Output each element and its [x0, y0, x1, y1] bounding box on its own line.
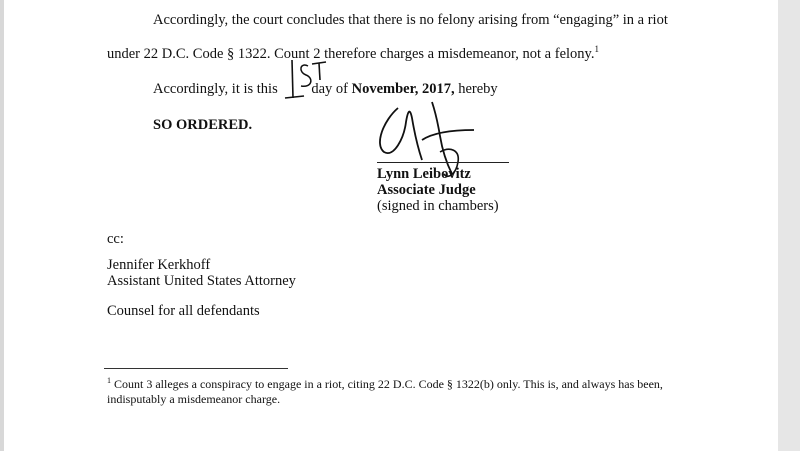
cc-recipient-title: Assistant United States Attorney: [107, 273, 296, 289]
signature-note: (signed in chambers): [377, 198, 499, 214]
footnote-reference: 1: [594, 44, 599, 55]
order-month-year: November, 2017,: [351, 81, 455, 97]
handwritten-day: [282, 58, 334, 102]
paragraph-line-1: Accordingly, the court concludes that there is no felony arising from “engaging” in a riot: [153, 12, 668, 28]
footnote-line-1-text: Count 3 alleges a conspiracy to engage in a riot, citing 22 D.C. Code § 1322(b) only. This is, and always has been,: [114, 377, 663, 391]
cc-label: cc:: [107, 231, 124, 247]
so-ordered: [153, 116, 252, 134]
judge-title-text: Associate Judge: [377, 182, 476, 198]
cc-recipient-name: Jennifer Kerkhoff: [107, 257, 211, 273]
footnote-rule: [104, 368, 288, 369]
right-margin: [778, 0, 800, 451]
paragraph-line-2: [107, 45, 599, 63]
judge-name-text: Lynn Leibovitz: [377, 166, 471, 182]
footnote-line-2: indisputably a misdemeanor charge.: [107, 392, 281, 406]
footnote-marker: 1: [107, 376, 111, 385]
signature-line: [377, 162, 509, 163]
order-day-word: day of: [311, 81, 348, 97]
so-ordered-text: SO ORDERED.: [153, 117, 253, 133]
footnote-line-1: [107, 377, 663, 392]
order-prefix: Accordingly, it is this: [153, 81, 278, 97]
paragraph-line-2-text: under 22 D.C. Code § 1322. Count 2 therefore charges a misdemeanor, not a felony.: [107, 46, 595, 62]
cc-recipient-counsel: Counsel for all defendants: [107, 303, 260, 319]
order-suffix: hereby: [458, 81, 498, 97]
